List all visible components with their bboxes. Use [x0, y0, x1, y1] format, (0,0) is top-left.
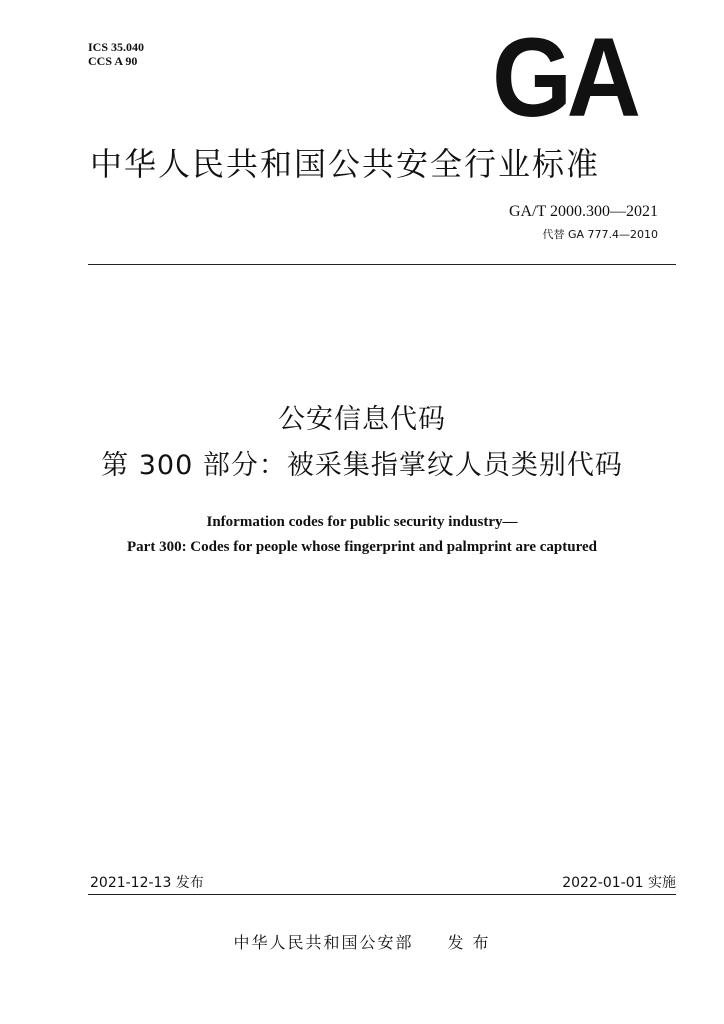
- effective-date: 2022-01-01 实施: [562, 875, 676, 891]
- replaces-standard: 代替 GA 777.4—2010: [542, 228, 658, 241]
- publisher-name: 中华人民共和国公安部: [233, 933, 414, 952]
- ga-logo: GA: [492, 15, 636, 140]
- publish-action: 发 布: [447, 933, 491, 952]
- chinese-title-line-1: 公安信息代码: [278, 404, 446, 435]
- issue-date: 2021-12-13 发布: [90, 875, 204, 891]
- ics-code: ICS 35.040: [88, 40, 145, 54]
- standard-number: GA/T 2000.300—2021: [508, 203, 658, 220]
- english-title-line-2: Part 300: Codes for people whose fingerprint and palmprint are captured: [127, 539, 597, 555]
- publisher-line: [0, 932, 724, 954]
- standard-category-title: 中华人民共和国公共安全行业标准: [90, 145, 601, 183]
- top-divider: [88, 264, 676, 265]
- chinese-title-line-2: 第 300 部分：被采集指掌纹人员类别代码: [101, 450, 623, 481]
- english-title-line-1: Information codes for public security industry—: [206, 514, 518, 530]
- bottom-divider: [88, 894, 676, 895]
- ccs-code: CCS A 90: [88, 54, 138, 68]
- classification-codes: [88, 40, 144, 68]
